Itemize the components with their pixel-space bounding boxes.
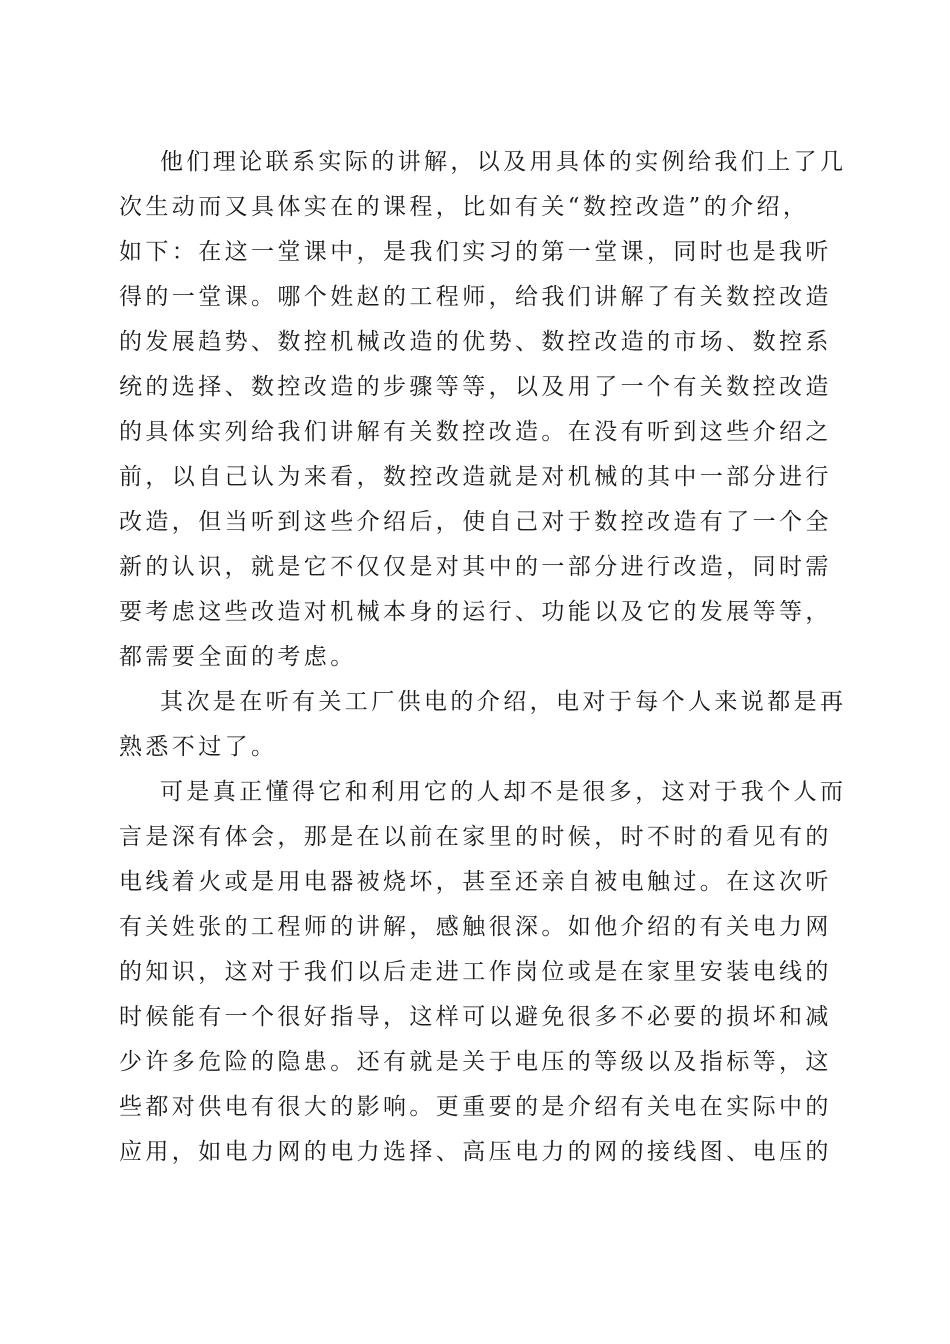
text-line: 的发展趋势、数控机械改造的优势、数控改造的市场、数控系: [119, 329, 832, 355]
body-text: [119, 140, 847, 1175]
paragraph-2: [119, 680, 847, 770]
text-line: 他们理论联系实际的讲解，以及用具体的实例给我们上了几: [160, 149, 847, 175]
text-line: 如下：在这一堂课中，是我们实习的第一堂课，同时也是我听: [119, 239, 832, 265]
text-line: 改造，但当听到这些介绍后，使自己对于数控改造有了一个全: [119, 509, 832, 535]
text-line: 得的一堂课。哪个姓赵的工程师，给我们讲解了有关数控改造: [119, 284, 832, 310]
text-line: 统的选择、数控改造的步骤等等，以及用了一个有关数控改造: [119, 374, 832, 400]
text-line: 电线着火或是用电器被烧坏，甚至还亲自被电触过。在这次听: [119, 869, 832, 895]
paragraph-1: [119, 140, 847, 680]
text-line: 言是深有体会，那是在以前在家里的时候，时不时的看见有的: [119, 824, 832, 850]
text-line: 新的认识，就是它不仅仅是对其中的一部分进行改造，同时需: [119, 554, 832, 580]
text-line: 都需要全面的考虑。: [119, 644, 357, 670]
text-line: 少许多危险的隐患。还有就是关于电压的等级以及指标等，这: [119, 1049, 832, 1075]
text-line: 熟悉不过了。: [119, 734, 278, 760]
text-line: 其次是在听有关工厂供电的介绍，电对于每个人来说都是再: [160, 689, 847, 715]
text-line: 前，以自己认为来看，数控改造就是对机械的其中一部分进行: [119, 464, 832, 490]
text-line: 有关姓张的工程师的讲解，感触很深。如他介绍的有关电力网: [119, 914, 832, 940]
text-line: 应用，如电力网的电力选择、高压电力的网的接线图、电压的: [119, 1139, 832, 1165]
text-line: 要考虑这些改造对机械本身的运行、功能以及它的发展等等，: [119, 599, 832, 625]
text-line: 时候能有一个很好指导，这样可以避免很多不必要的损坏和减: [119, 1004, 832, 1030]
text-line: 可是真正懂得它和利用它的人却不是很多，这对于我个人而: [160, 779, 847, 805]
text-line: 次生动而又具体实在的课程，比如有关“数控改造”的介绍，: [119, 194, 810, 220]
text-line: 的具体实列给我们讲解有关数控改造。在没有听到这些介绍之: [119, 419, 832, 445]
text-line: 些都对供电有很大的影响。更重要的是介绍有关电在实际中的: [119, 1094, 832, 1120]
paragraph-3: [119, 770, 847, 1175]
text-line: 的知识，这对于我们以后走进工作岗位或是在家里安装电线的: [119, 959, 832, 985]
